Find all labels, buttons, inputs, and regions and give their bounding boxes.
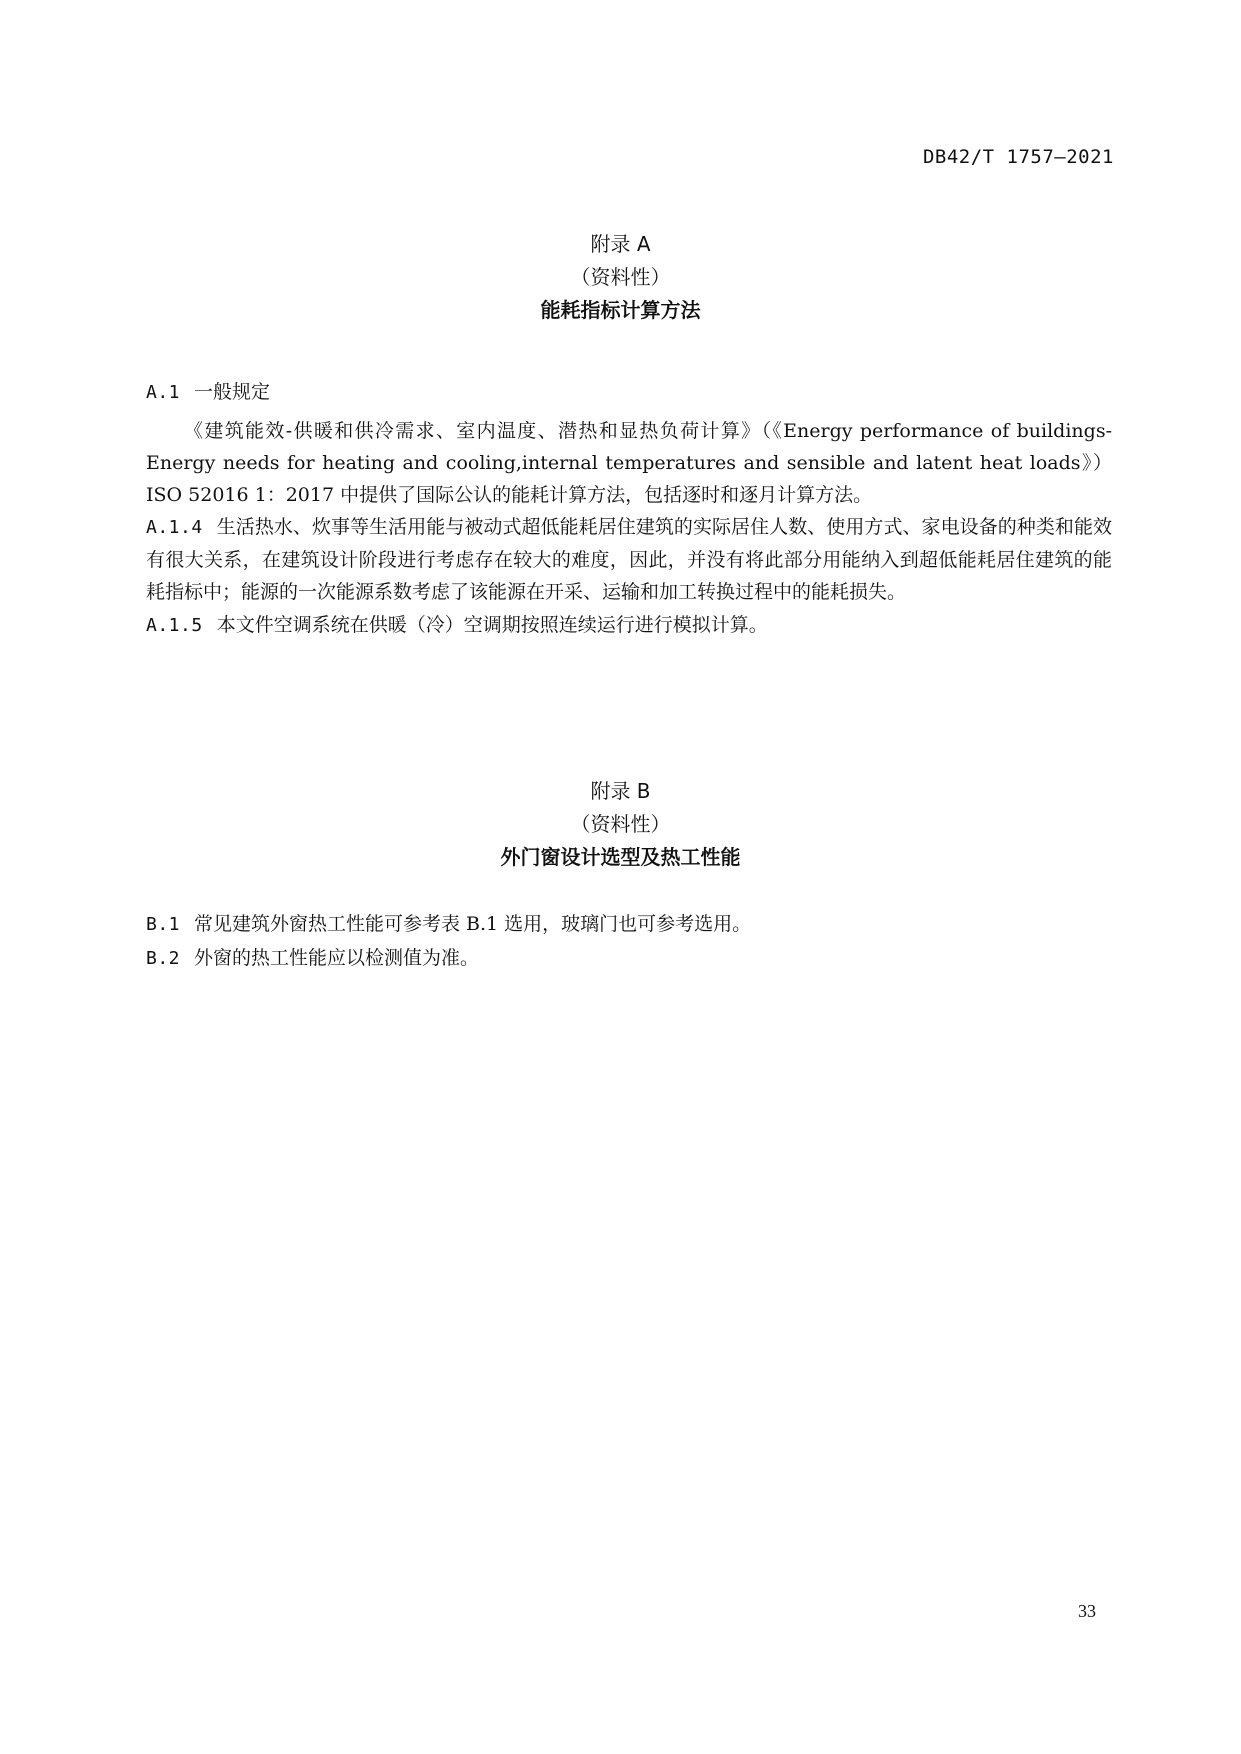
- annex-b-label: 附录 B: [590, 779, 651, 803]
- clause-a15-number: A.1.5: [146, 615, 203, 636]
- clause-b1: [146, 908, 1112, 941]
- document-code: DB42/T 1757—2021: [922, 146, 1114, 168]
- section-a1-heading: [146, 376, 1112, 409]
- clause-b2-text: 外窗的热工性能应以检测值为准。: [194, 947, 480, 969]
- annex-b-nature: （资料性）: [570, 812, 671, 836]
- section-a1-number: A.1: [146, 382, 181, 403]
- annex-a-heading: [0, 228, 1241, 327]
- clause-a14: [146, 511, 1112, 608]
- clause-b2-number: B.2: [146, 948, 181, 969]
- clause-a15: [146, 609, 1112, 642]
- annex-a-body: [146, 376, 1112, 643]
- clause-b1-text: 常见建筑外窗热工性能可参考表 B.1 选用，玻璃门也可参考选用。: [194, 913, 752, 935]
- clause-b1-number: B.1: [146, 914, 181, 935]
- annex-a-title: 能耗指标计算方法: [540, 298, 701, 322]
- annex-b-title: 外门窗设计选型及热工性能: [500, 845, 741, 869]
- annex-b-heading: [0, 775, 1241, 874]
- clause-a15-text: 本文件空调系统在供暖（冷）空调期按照连续运行进行模拟计算。: [216, 614, 768, 636]
- clause-b2: [146, 942, 1112, 975]
- clause-a14-number: A.1.4: [146, 517, 203, 538]
- page-number: 33: [1078, 1601, 1096, 1621]
- section-a1-intro: 《建筑能效-供暖和供冷需求、室内温度、潜热和显热负荷计算》（《Energy performance of buildings-Energy needs for heating and cooling,internal temperatures and sensible and latent heat loads》）ISO 52016 1：2017 中提供了国际公认的能耗计算方法，包括逐时和逐月计算方法。: [146, 420, 1112, 506]
- annex-a-nature: （资料性）: [570, 265, 671, 289]
- section-a1-title: 一般规定: [194, 381, 271, 403]
- clause-a14-text: 生活热水、炊事等生活用能与被动式超低能耗居住建筑的实际居住人数、使用方式、家电设备的种类和能效有很大关系，在建筑设计阶段进行考虑存在较大的难度，因此，并没有将此部分用能纳入到超低能耗居住建筑的能耗指标中；能源的一次能源系数考虑了该能源在开采、运输和加工转换过程中的能耗损失。: [146, 516, 1112, 603]
- annex-b-body: [146, 908, 1112, 976]
- annex-a-label: 附录 A: [590, 232, 651, 256]
